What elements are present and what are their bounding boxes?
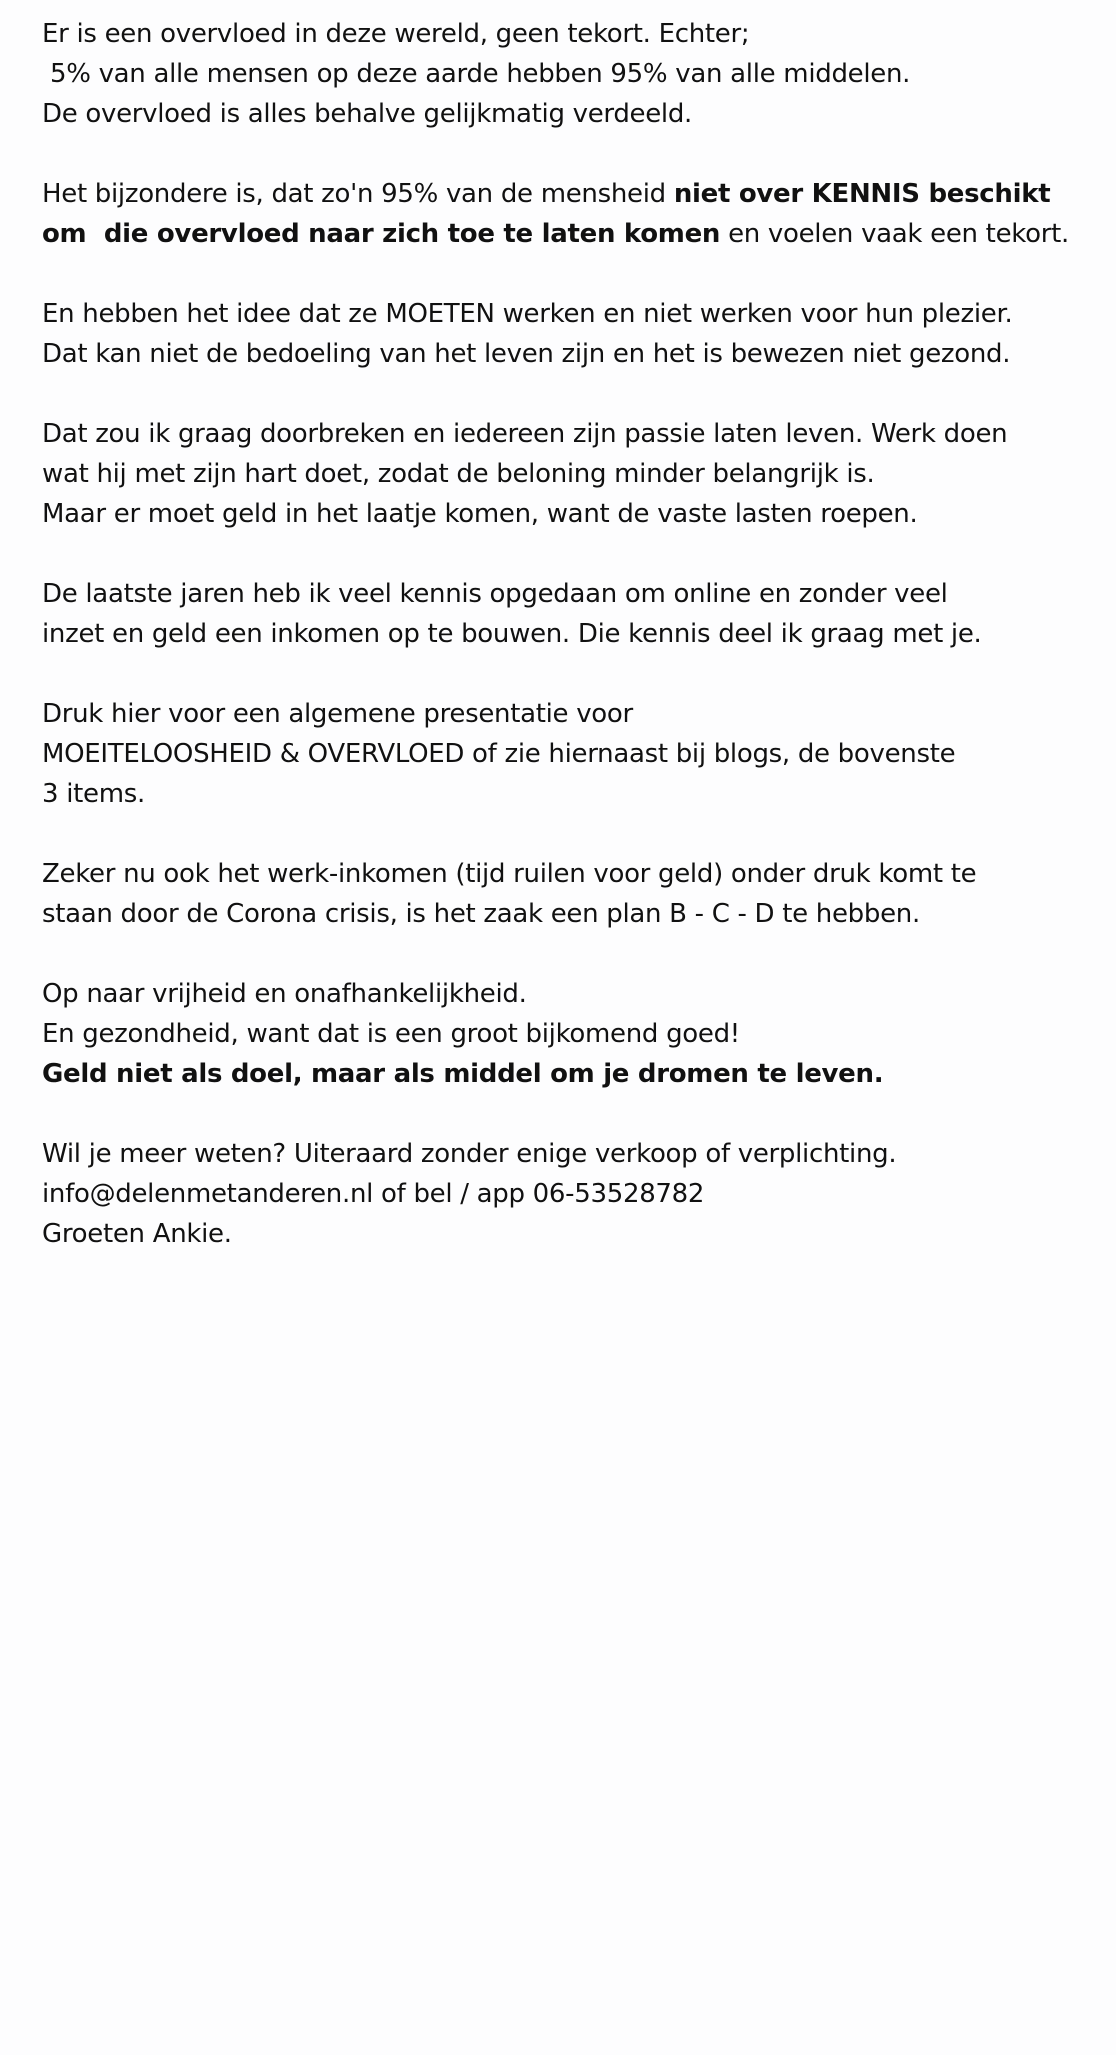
text-line (42, 174, 1102, 214)
text-line: En gezondheid, want dat is een groot bijkomend goed! (42, 1019, 740, 1049)
text-line: Zeker nu ook het werk-inkomen (tijd ruilen voor geld) onder druk komt te (42, 859, 977, 889)
paragraph-passion (42, 414, 1102, 534)
paragraph-must-work (42, 294, 1102, 374)
text-line: De laatste jaren heb ik veel kennis opgedaan om online en zonder veel (42, 579, 948, 609)
text-line: inzet en geld een inkomen op te bouwen. Die kennis deel ik graag met je. (42, 619, 982, 649)
bold-text-line: Geld niet als doel, maar als middel om je dromen te leven. (42, 1059, 884, 1089)
text-line: Er is een overvloed in deze wereld, geen tekort. Echter; (42, 19, 750, 49)
paragraph-abundance (42, 14, 1102, 134)
text-line: MOEITELOOSHEID & OVERVLOED of zie hiernaast bij blogs, de bovenste (42, 739, 956, 769)
text-line: Maar er moet geld in het laatje komen, want de vaste lasten roepen. (42, 499, 918, 529)
text-line: En hebben het idee dat ze MOETEN werken en niet werken voor hun plezier. (42, 299, 1013, 329)
paragraph-freedom (42, 974, 1102, 1094)
text-line: Dat zou ik graag doorbreken en iedereen zijn passie laten leven. Werk doen (42, 419, 1008, 449)
text-line (42, 214, 1102, 254)
paragraph-corona (42, 854, 1102, 934)
text-fragment: en voelen vaak een tekort. (720, 219, 1069, 249)
text-line: Wil je meer weten? Uiteraard zonder enige verkoop of verplichting. (42, 1139, 897, 1169)
signature-line: Groeten Ankie. (42, 1219, 232, 1249)
text-line: staan door de Corona crisis, is het zaak een plan B - C - D te hebben. (42, 899, 920, 929)
paragraph-presentation (42, 694, 1102, 814)
text-line: Druk hier voor een algemene presentatie voor (42, 699, 633, 729)
text-line: 3 items. (42, 779, 145, 809)
paragraph-contact (42, 1134, 1102, 1254)
text-line: Dat kan niet de bedoeling van het leven zijn en het is bewezen niet gezond. (42, 339, 1011, 369)
text-line: Op naar vrijheid en onafhankelijkheid. (42, 979, 527, 1009)
text-fragment: Het bijzondere is, dat zo'n 95% van de mensheid (42, 179, 674, 209)
text-line: 5% van alle mensen op deze aarde hebben 95% van alle middelen. (42, 59, 911, 89)
paragraph-knowledge (42, 174, 1102, 254)
bold-text: om die overvloed naar zich toe te laten komen (42, 219, 721, 249)
text-line: De overvloed is alles behalve gelijkmatig verdeeld. (42, 99, 693, 129)
contact-line: info@delenmetanderen.nl of bel / app 06-53528782 (42, 1179, 705, 1209)
text-line: wat hij met zijn hart doet, zodat de beloning minder belangrijk is. (42, 459, 875, 489)
paragraph-online-income (42, 574, 1102, 654)
bold-text: niet over KENNIS beschikt (673, 179, 1051, 209)
article-body (42, 14, 1102, 1294)
